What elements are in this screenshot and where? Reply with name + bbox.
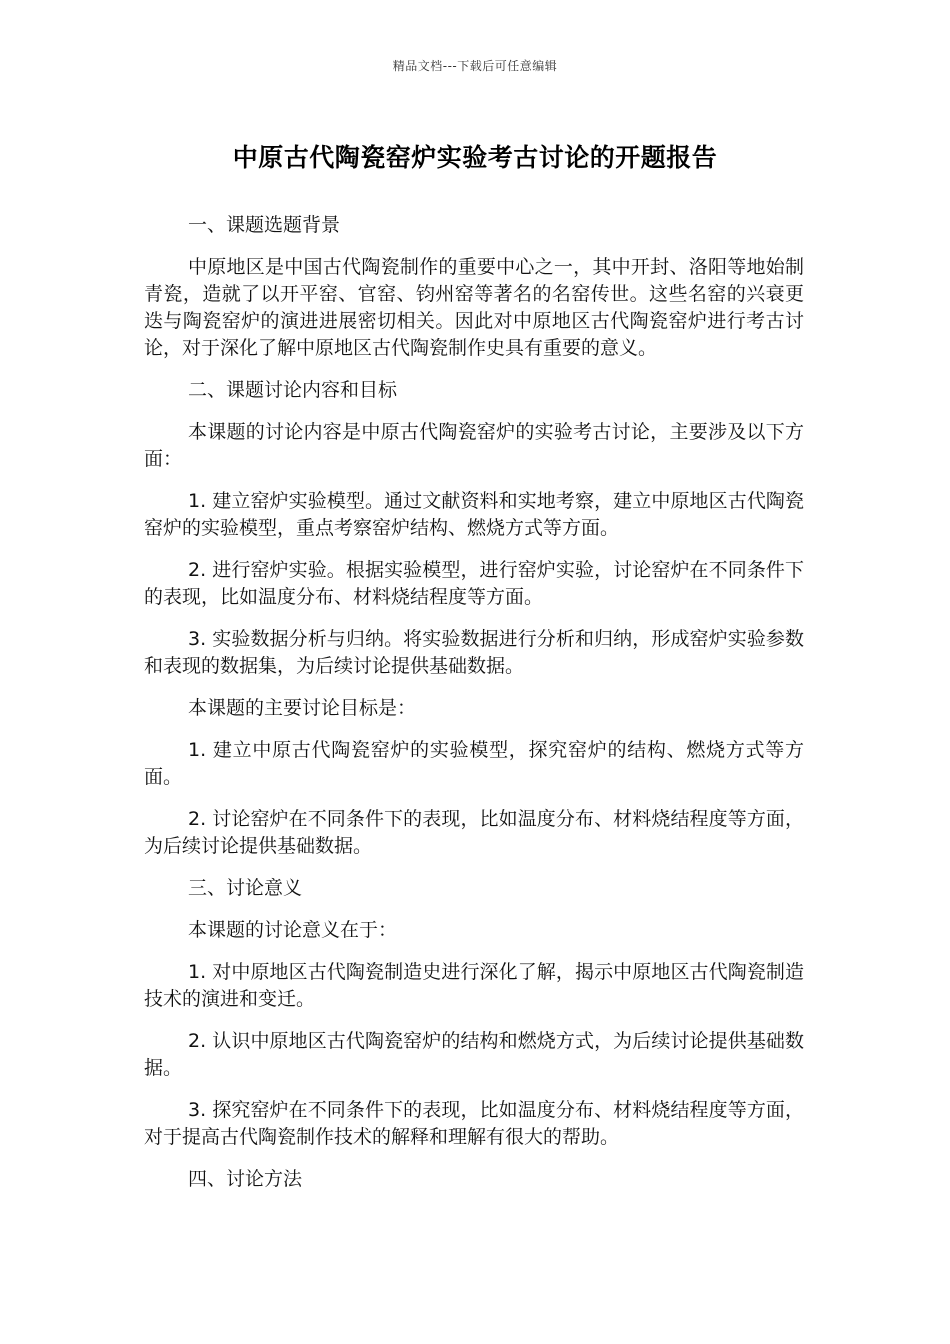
list-item: 1. 建立中原古代陶瓷窑炉的实验模型，探究窑炉的结构、燃烧方式等方面。 bbox=[144, 739, 804, 788]
list-item: 3. 探究窑炉在不同条件下的表现，比如温度分布、材料烧结程度等方面，对于提高古代陶瓷制作技术的解释和理解有很大的帮助。 bbox=[144, 1099, 804, 1148]
list-item: 2. 讨论窑炉在不同条件下的表现，比如温度分布、材料烧结程度等方面，为后续讨论提供基础数据。 bbox=[144, 808, 804, 857]
section-heading: 四、讨论方法 bbox=[188, 1168, 303, 1190]
list-item: 2. 认识中原地区古代陶瓷窑炉的结构和燃烧方式，为后续讨论提供基础数据。 bbox=[144, 1030, 804, 1079]
document-title: 中原古代陶瓷窑炉实验考古讨论的开题报告 bbox=[232, 143, 718, 172]
section-heading: 一、课题选题背景 bbox=[188, 214, 341, 236]
list-item: 1. 对中原地区古代陶瓷制造史进行深化了解，揭示中原地区古代陶瓷制造技术的演进和变迁。 bbox=[144, 961, 804, 1010]
list-item: 2. 进行窑炉实验。根据实验模型，进行窑炉实验，讨论窑炉在不同条件下的表现，比如温度分布、材料烧结程度等方面。 bbox=[144, 559, 804, 608]
paragraph: 本课题的讨论意义在于： bbox=[188, 919, 398, 941]
header-note: 精品文档---下载后可任意编辑 bbox=[392, 59, 558, 73]
section-heading: 二、课题讨论内容和目标 bbox=[188, 379, 398, 401]
list-item: 3. 实验数据分析与归纳。将实验数据进行分析和归纳，形成窑炉实验参数和表现的数据集，为后续讨论提供基础数据。 bbox=[144, 628, 804, 677]
document-body bbox=[144, 212, 804, 1208]
list-item: 1. 建立窑炉实验模型。通过文献资料和实地考察，建立中原地区古代陶瓷窑炉的实验模型，重点考察窑炉结构、燃烧方式等方面。 bbox=[144, 490, 804, 539]
paragraph: 本课题的主要讨论目标是： bbox=[188, 697, 417, 719]
paragraph: 本课题的讨论内容是中原古代陶瓷窑炉的实验考古讨论，主要涉及以下方面： bbox=[144, 421, 804, 470]
section-heading: 三、讨论意义 bbox=[188, 877, 303, 899]
paragraph: 中原地区是中国古代陶瓷制作的重要中心之一，其中开封、洛阳等地始制青瓷，造就了以开平窑、官窑、钧州窑等著名的名窑传世。这些名窑的兴衰更迭与陶瓷窑炉的演进进展密切相关。因此对中原地区古代陶瓷窑炉进行考古讨论，对于深化了解中原地区古代陶瓷制作史具有重要的意义。 bbox=[144, 256, 804, 359]
